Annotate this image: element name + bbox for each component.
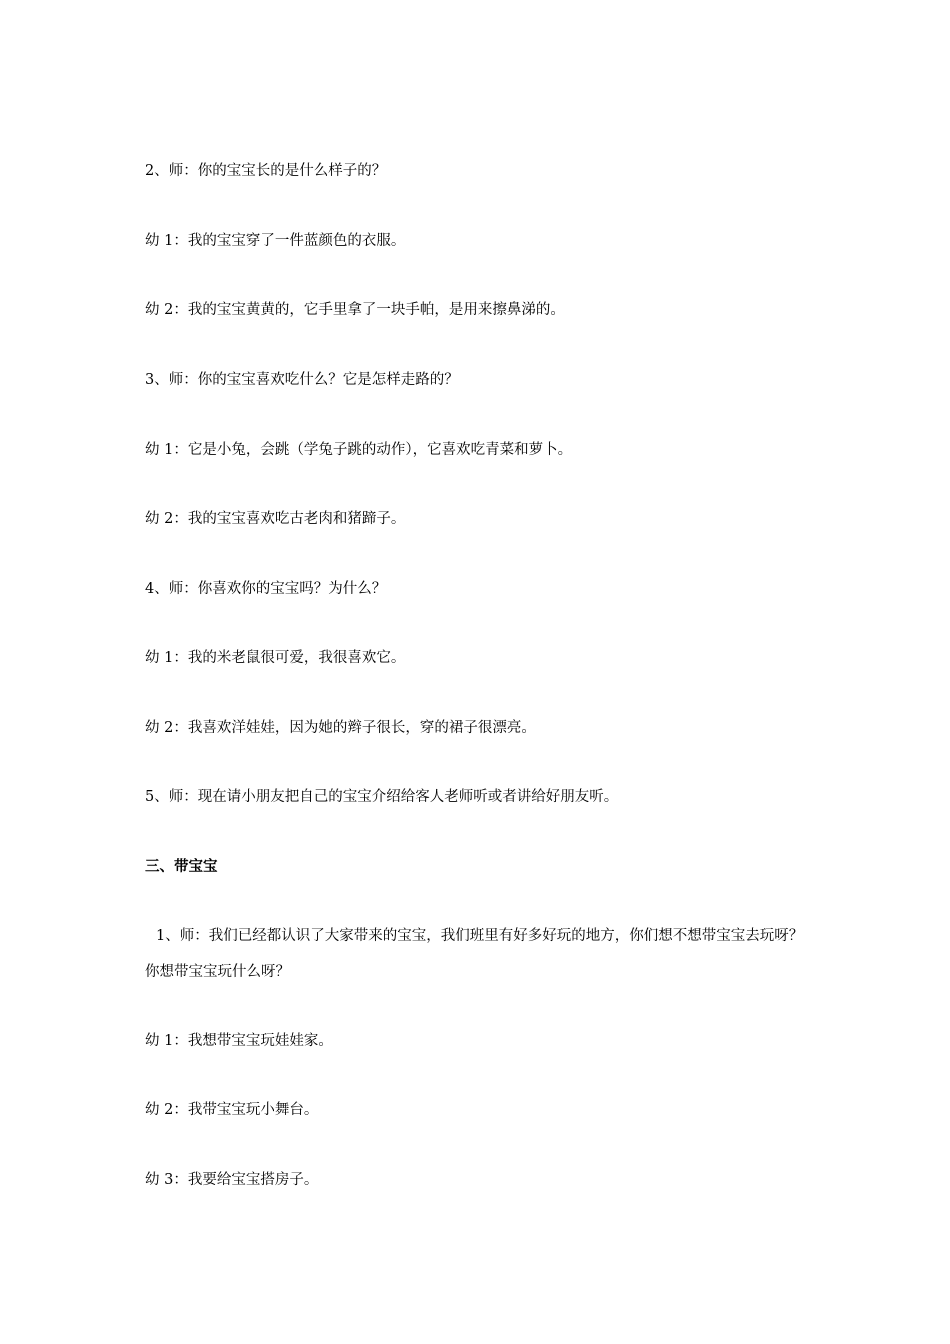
answer-2-1: 幼 1：我的宝宝穿了一件蓝颜色的衣服。 [145,233,406,249]
question-2: 2、师：你的宝宝长的是什么样子的？ [145,163,387,179]
answer-4-2: 幼 2：我喜欢洋娃娃，因为她的辫子很长，穿的裙子很漂亮。 [145,720,536,736]
question-4: 4、师：你喜欢你的宝宝吗？为什么？ [145,581,387,597]
section-answer-2: 幼 2：我带宝宝玩小舞台。 [145,1102,319,1118]
answer-3-2: 幼 2：我的宝宝喜欢吃古老肉和猪蹄子。 [145,511,406,527]
section-answer-1: 幼 1：我想带宝宝玩娃娃家。 [145,1033,333,1049]
question-5: 5、师：现在请小朋友把自己的宝宝介绍给客人老师听或者讲给好朋友听。 [145,789,619,805]
answer-3-1: 幼 1：它是小兔，会跳（学兔子跳的动作），它喜欢吃青菜和萝卜。 [145,442,573,458]
section-paragraph: 1、师：我们已经都认识了大家带来的宝宝，我们班里有好多好玩的地方，你们想不想带宝宝去玩呀？你想带宝宝玩什么呀？ [145,928,804,980]
question-3: 3、师：你的宝宝喜欢吃什么？它是怎样走路的？ [145,372,459,388]
answer-2-2: 幼 2：我的宝宝黄黄的，它手里拿了一块手帕，是用来擦鼻涕的。 [145,302,565,318]
section-answer-3: 幼 3：我要给宝宝搭房子。 [145,1172,319,1188]
answer-4-1: 幼 1：我的米老鼠很可爱，我很喜欢它。 [145,650,406,666]
section-heading: 三、带宝宝 [145,858,218,875]
